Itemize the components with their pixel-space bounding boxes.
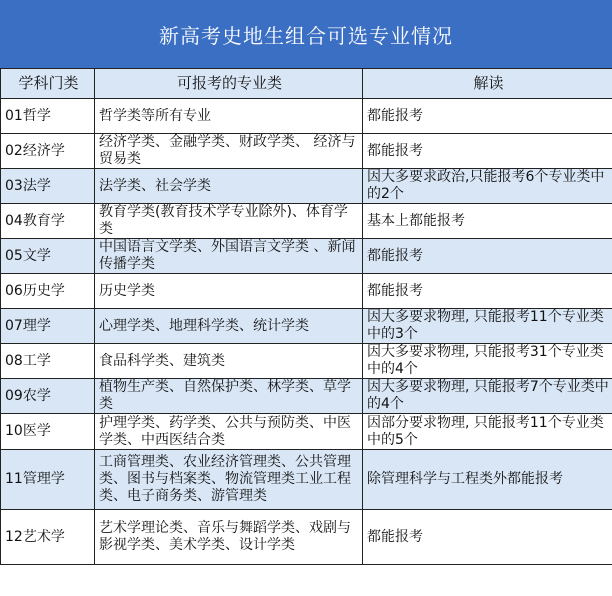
cell-notes: 都能报考 — [363, 274, 612, 309]
cell-discipline: 02经济学 — [1, 134, 95, 169]
table-row — [1, 204, 612, 239]
title-bar — [0, 0, 612, 68]
cell-notes: 都能报考 — [363, 239, 612, 274]
cell-discipline: 04教育学 — [1, 204, 95, 239]
table-row — [1, 134, 612, 169]
table-row — [1, 169, 612, 204]
header-row — [1, 69, 612, 99]
table-row — [1, 344, 612, 379]
table-row — [1, 99, 612, 134]
header-majors: 可报考的专业类 — [95, 69, 363, 99]
table-row — [1, 510, 612, 565]
header-discipline: 学科门类 — [1, 69, 95, 99]
header-notes: 解读 — [363, 69, 612, 99]
cell-notes: 除管理科学与工程类外都能报考 — [363, 450, 612, 510]
cell-notes: 都能报考 — [363, 134, 612, 169]
table-row — [1, 239, 612, 274]
cell-majors: 经济学类、金融学类、财政学类、 经济与贸易类 — [95, 134, 363, 169]
cell-discipline: 03法学 — [1, 169, 95, 204]
table-row — [1, 414, 612, 450]
cell-majors: 教育学类(教育技术学专业除外)、体育学类 — [95, 204, 363, 239]
cell-majors: 心理学类、地理科学类、统计学类 — [95, 309, 363, 344]
cell-discipline: 06历史学 — [1, 274, 95, 309]
table-row — [1, 309, 612, 344]
cell-majors: 护理学类、药学类、公共与预防类、中医学类、中西医结合类 — [95, 414, 363, 450]
cell-majors: 法学类、社会学类 — [95, 169, 363, 204]
table-row — [1, 274, 612, 309]
cell-notes: 因大多要求物理, 只能报考7个专业类中的4个 — [363, 379, 612, 414]
cell-discipline: 12艺术学 — [1, 510, 95, 565]
cell-notes: 因大多要求物理, 只能报考31个专业类中的4个 — [363, 344, 612, 379]
cell-discipline: 09农学 — [1, 379, 95, 414]
table-row — [1, 450, 612, 510]
majors-table — [0, 68, 612, 565]
cell-notes: 因大多要求政治,只能报考6个专业类中的2个 — [363, 169, 612, 204]
cell-discipline: 05文学 — [1, 239, 95, 274]
page-title: 新高考史地生组合可选专业情况 — [159, 23, 453, 48]
cell-notes: 都能报考 — [363, 99, 612, 134]
cell-notes: 都能报考 — [363, 510, 612, 565]
cell-majors: 哲学类等所有专业 — [95, 99, 363, 134]
cell-discipline: 01哲学 — [1, 99, 95, 134]
cell-majors: 食品科学类、建筑类 — [95, 344, 363, 379]
cell-majors: 历史学类 — [95, 274, 363, 309]
table-row — [1, 379, 612, 414]
cell-discipline: 10医学 — [1, 414, 95, 450]
cell-notes: 因部分要求物理, 只能报考11个专业类中的5个 — [363, 414, 612, 450]
cell-majors: 中国语言文学类、外国语言文学类 、新闻传播学类 — [95, 239, 363, 274]
cell-notes: 基本上都能报考 — [363, 204, 612, 239]
cell-majors: 艺术学理论类、音乐与舞蹈学类、戏剧与影视学类、美术学类、设计学类 — [95, 510, 363, 565]
cell-discipline: 11管理学 — [1, 450, 95, 510]
cell-notes: 因大多要求物理, 只能报考11个专业类中的3个 — [363, 309, 612, 344]
cell-majors: 工商管理类、农业经济管理类、公共管理类、图书与档案类、物流管理类工业工程类、电子商务类、游管理类 — [95, 450, 363, 510]
cell-discipline: 07理学 — [1, 309, 95, 344]
cell-majors: 植物生产类、自然保护类、林学类、草学类 — [95, 379, 363, 414]
cell-discipline: 08工学 — [1, 344, 95, 379]
